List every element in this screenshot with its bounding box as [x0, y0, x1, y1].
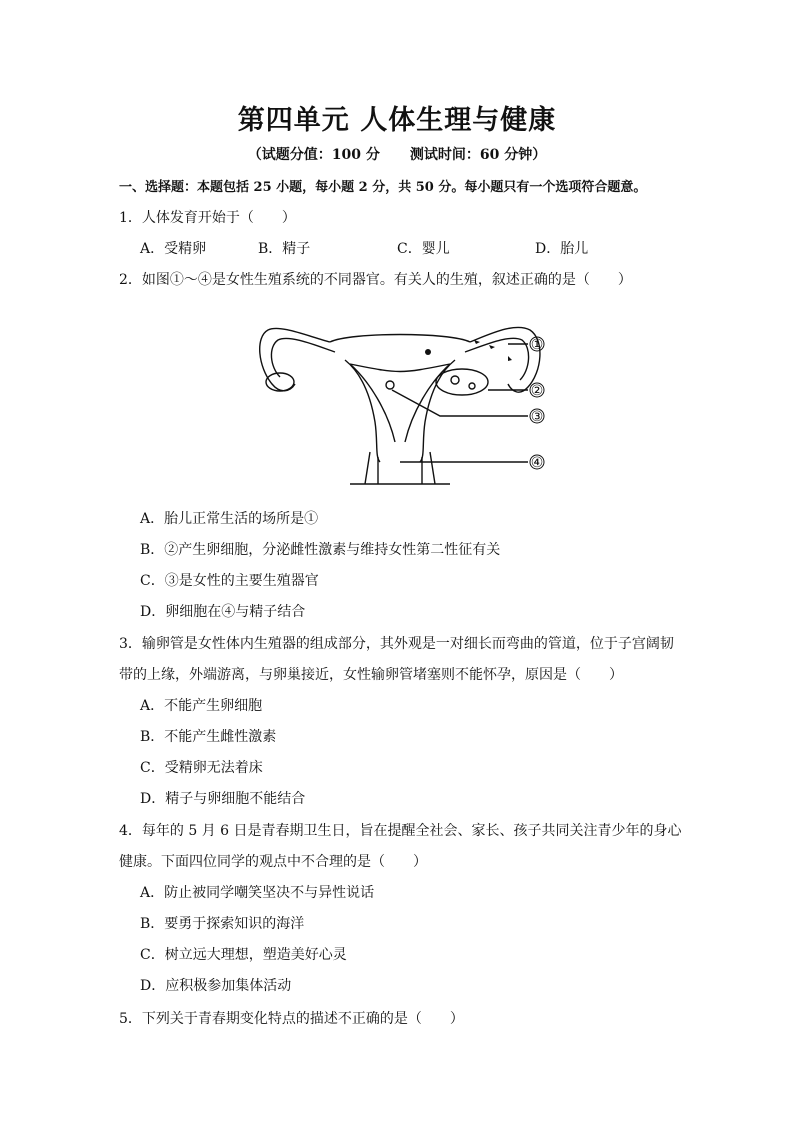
- q1-option-d: D．胎儿: [535, 241, 589, 257]
- right-tube-outer: [470, 327, 540, 392]
- page-title: 第四单元 人体生理与健康: [237, 105, 557, 136]
- q3-option-a: A．不能产生卵细胞: [140, 698, 263, 714]
- sperm-dot: [425, 349, 431, 355]
- q4-stem-line1: 4．每年的 5 月 6 日是青春期卫生日，旨在提醒全社会、家长、孩子共同关注青少年的身心: [119, 823, 682, 839]
- left-tube-outer: [260, 328, 330, 390]
- q1-option-b: B．精子: [258, 241, 311, 257]
- label-1: ①: [530, 337, 544, 353]
- egg-cell: [386, 381, 394, 389]
- arrow-marks: [474, 340, 512, 361]
- section-heading: 一、选择题：本题包括 25 小题，每小题 2 分，共 50 分。每小题只有一个选项符合题意。: [119, 180, 647, 195]
- follicle: [451, 376, 459, 384]
- q2-option-a: A．胎儿正常生活的场所是①: [140, 511, 319, 527]
- leader-3: [392, 390, 528, 416]
- q4-stem-line2: 健康。下面四位同学的观点中不合理的是（ ）: [119, 854, 427, 870]
- q3-stem-line2: 带的上缘，外端游离，与卵巢接近，女性输卵管堵塞则不能怀孕，原因是（ ）: [119, 667, 623, 683]
- q1-stem: 1．人体发育开始于（ ）: [119, 210, 296, 226]
- vagina-inner: [378, 457, 422, 484]
- left-tube-inner: [271, 338, 335, 377]
- uterus-cavity-top: [350, 364, 450, 372]
- q5-stem: 5．下列关于青春期变化特点的描述不正确的是（ ）: [119, 1011, 464, 1027]
- q2-option-c: C．③是女性的主要生殖器官: [140, 573, 319, 589]
- q4-option-a: A．防止被同学嘲笑坚决不与异性说话: [140, 885, 375, 901]
- uterus-left-wall: [345, 360, 380, 462]
- q3-stem-line1: 3．输卵管是女性体内生殖器的组成部分，其外观是一对细长而弯曲的管道，位于子宫阔韧: [119, 636, 674, 652]
- q2-option-d: D．卵细胞在④与精子结合: [140, 604, 306, 620]
- label-3: ③: [530, 409, 544, 425]
- exam-info: [0, 144, 794, 164]
- q3-option-d: D．精子与卵细胞不能结合: [140, 791, 306, 807]
- q4-option-d: D．应积极参加集体活动: [140, 978, 292, 994]
- score-info: （试题分值：100 分: [247, 147, 380, 163]
- q3-option-b: B．不能产生雌性激素: [140, 729, 277, 745]
- q1-option-a: A．受精卵: [140, 241, 207, 257]
- uterus-right-wall: [420, 360, 455, 462]
- uterus-cavity-left: [350, 364, 395, 442]
- vagina-walls: [365, 452, 435, 484]
- q1-option-c: C．婴儿: [397, 241, 450, 257]
- label-4: ④: [530, 455, 544, 471]
- uterus-top-edge: [330, 335, 470, 343]
- q3-option-c: C．受精卵无法着床: [140, 760, 263, 776]
- uterus-cavity-right: [405, 364, 450, 442]
- q2-option-b: B．②产生卵细胞，分泌雌性激素与维持女性第二性征有关: [140, 542, 501, 558]
- q2-stem: 2．如图①～④是女性生殖系统的不同器官。有关人的生殖，叙述正确的是（ ）: [119, 272, 632, 288]
- q4-option-b: B．要勇于探索知识的海洋: [140, 916, 305, 932]
- female-reproductive-system-diagram: [250, 312, 560, 492]
- time-info: 测试时间：60 分钟）: [409, 147, 547, 163]
- q1-options: [140, 238, 588, 258]
- label-2: ②: [530, 383, 544, 399]
- q4-option-c: C．树立远大理想，塑造美好心灵: [140, 947, 347, 963]
- ovary-right: [436, 369, 488, 395]
